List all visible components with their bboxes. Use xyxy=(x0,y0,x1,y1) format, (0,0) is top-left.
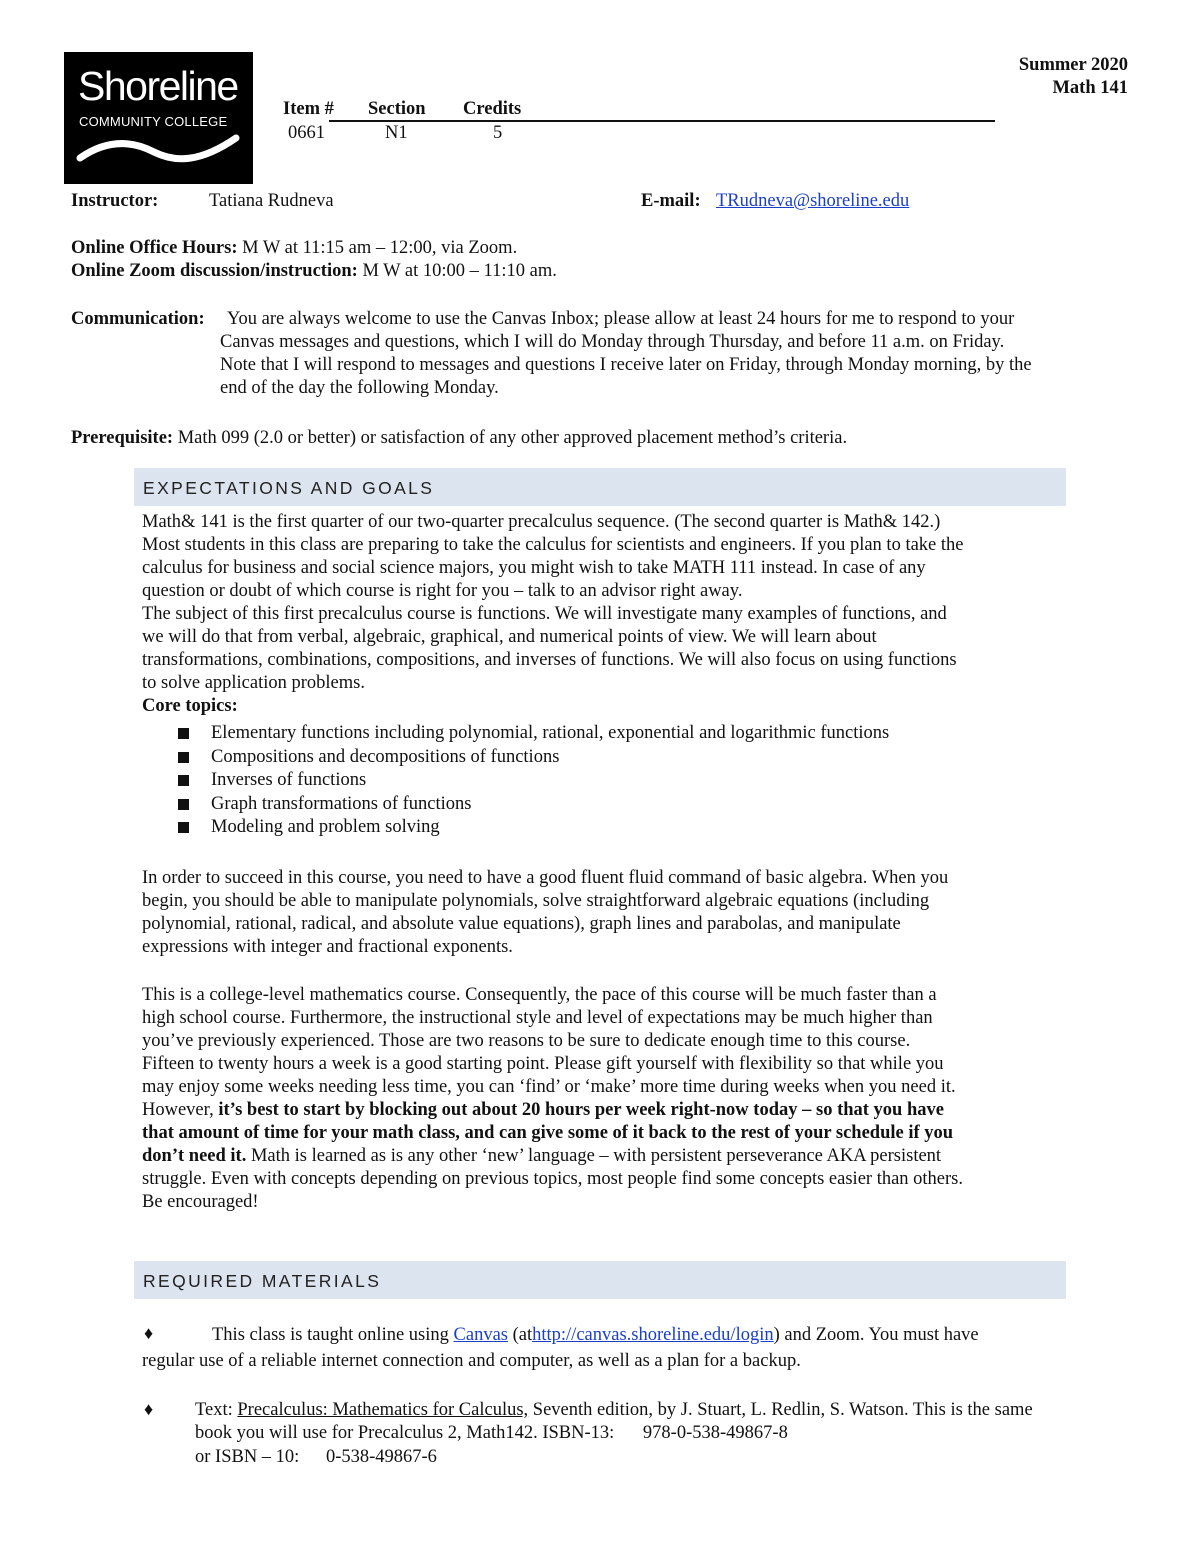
materials-text: Text: xyxy=(195,1400,233,1420)
table-rule xyxy=(329,120,995,122)
paragraph-line: Be encouraged! xyxy=(142,1192,259,1212)
credits-label: Credits xyxy=(463,99,522,119)
square-bullet-icon xyxy=(178,822,189,833)
materials-item-1-line-2: regular use of a reliable internet connection and computer, as well as a plan for a backup. xyxy=(142,1351,801,1371)
section-value: N1 xyxy=(385,123,408,143)
paragraph-line: This is a college-level mathematics course. Consequently, the pace of this course will be much faster than a xyxy=(142,985,937,1005)
paragraph-line: The subject of this first precalculus course is functions. We will investigate many examples of functions, and xyxy=(142,604,947,624)
expectations-paragraph-3 xyxy=(142,984,1062,1214)
email-link[interactable]: TRudneva@shoreline.edu xyxy=(716,191,910,211)
logo-name: Shoreline xyxy=(78,63,238,109)
instructor-label: Instructor: xyxy=(71,191,159,211)
materials-item-1 xyxy=(212,1324,979,1347)
office-hours-value: M W at 11:15 am – 12:00, via Zoom. xyxy=(242,238,518,258)
paragraph-line: begin, you should be able to manipulate polynomials, solve straightforward algebraic equations (including xyxy=(142,891,930,911)
materials-heading: REQUIRED MATERIALS xyxy=(143,1271,382,1291)
paragraph-line: question or doubt of which course is right for you – talk to an advisor right away. xyxy=(142,581,743,601)
expectations-heading: EXPECTATIONS AND GOALS xyxy=(143,478,435,498)
item-label: Item # xyxy=(283,99,334,119)
isbn-10-label: or ISBN – 10: xyxy=(195,1447,300,1467)
list-item-text: Modeling and problem solving xyxy=(211,817,440,837)
isbn-10 xyxy=(195,1446,437,1469)
however-text: However, xyxy=(142,1100,214,1120)
paragraph-line: Fifteen to twenty hours a week is a good starting point. Please gift yourself with flexibility so that while you xyxy=(142,1054,944,1074)
instructor-name: Tatiana Rudneva xyxy=(209,191,334,211)
term-info xyxy=(1019,54,1128,100)
office-hours xyxy=(71,237,517,260)
canvas-link[interactable]: Canvas xyxy=(453,1325,508,1345)
paragraph-line: we will do that from verbal, algebraic, graphical, and numerical points of view. We will learn about xyxy=(142,627,877,647)
expectations-paragraph-1 xyxy=(142,511,1062,718)
college-logo xyxy=(64,52,253,184)
isbn-13 xyxy=(195,1422,788,1445)
paragraph-line: may enjoy some weeks needing less time, you can ‘find’ or ‘make’ more time during weeks when you need it. xyxy=(142,1077,956,1097)
wave-icon xyxy=(76,130,241,166)
paragraph-line: Most students in this class are preparing to take the calculus for scientists and engineers. If you plan to take the xyxy=(142,535,964,555)
prerequisite-label: Prerequisite: xyxy=(71,428,174,448)
emphasis-text: don’t need it. xyxy=(142,1146,247,1166)
communication-label: Communication: xyxy=(71,309,205,329)
paragraph-line: to solve application problems. xyxy=(142,673,365,693)
materials-text: ) and Zoom. You must have xyxy=(773,1325,979,1345)
square-bullet-icon xyxy=(178,775,189,786)
list-item-text: Graph transformations of functions xyxy=(211,793,472,814)
core-topics-label: Core topics: xyxy=(142,696,238,716)
paragraph-line: high school course. Furthermore, the instructional style and level of expectations may be much higher than xyxy=(142,1008,933,1028)
isbn-10-value: 0-538-49867-6 xyxy=(325,1447,437,1467)
list-item-text: Compositions and decompositions of functions xyxy=(211,746,560,767)
square-bullet-icon xyxy=(178,799,189,810)
prerequisite-value: Math 099 (2.0 or better) or satisfaction of any other approved placement method’s criteria. xyxy=(177,428,848,448)
emphasis-text: it’s best to start by blocking out about 20 hours per week right-now today – so that you have xyxy=(218,1100,944,1120)
section-label: Section xyxy=(368,99,426,119)
paragraph-line: expressions with integer and fractional exponents. xyxy=(142,937,513,957)
square-bullet-icon xyxy=(178,728,189,739)
zoom-value: M W at 10:00 – 11:10 am. xyxy=(362,261,557,281)
communication-line-4: end of the day the following Monday. xyxy=(220,378,499,398)
credits-value: 5 xyxy=(493,123,503,143)
paragraph-line: calculus for business and social science majors, you might wish to take MATH 111 instead. In case of any xyxy=(142,558,926,578)
zoom-label: Online Zoom discussion/instruction: xyxy=(71,261,358,281)
materials-item-2 xyxy=(195,1399,1033,1422)
paragraph-line: Math& 141 is the first quarter of our two-quarter precalculus sequence. (The second quarter is Math& 142.) xyxy=(142,512,941,532)
paragraph-line: transformations, combinations, compositions, and inverses of functions. We will also focus on using functions xyxy=(142,650,957,670)
list-item-text: Elementary functions including polynomial, rational, exponential and logarithmic functions xyxy=(211,723,890,743)
isbn-13-value: 978-0-538-49867-8 xyxy=(642,1423,788,1443)
emphasis-text: that amount of time for your math class, and can give some of it back to the rest of your schedule if you xyxy=(142,1123,954,1143)
materials-text: Seventh edition, by J. Stuart, L. Redlin, S. Watson. This is the same xyxy=(532,1400,1033,1420)
course-info-table xyxy=(283,98,995,142)
communication-line-1: You are always welcome to use the Canvas Inbox; please allow at least 24 hours for me to respond to your xyxy=(227,309,1015,329)
office-hours-label: Online Office Hours: xyxy=(71,238,238,258)
paragraph-line: you’ve previously experienced. Those are two reasons to be sure to dedicate enough time to this course. xyxy=(142,1031,911,1051)
communication-line-2: Canvas messages and questions, which I will do Monday through Thursday, and before 11 a.m. on Friday. xyxy=(220,332,1005,352)
isbn-13-label: book you will use for Precalculus 2, Math142. ISBN-13: xyxy=(195,1423,615,1443)
communication-text xyxy=(220,331,1130,400)
section-header-expectations xyxy=(134,468,1066,506)
paragraph-line xyxy=(142,1145,1062,1168)
prerequisite xyxy=(71,427,847,450)
materials-text: This class is taught online using xyxy=(212,1325,449,1345)
paragraph-line xyxy=(142,1099,1062,1122)
term-quarter: Summer 2020 xyxy=(1018,55,1128,75)
paragraph-line: struggle. Even with concepts depending on previous topics, most people find some concepts easier than others. xyxy=(142,1169,964,1189)
diamond-bullet-icon: ♦ xyxy=(144,1323,154,1343)
communication-line-3: Note that I will respond to messages and questions I receive later on Friday, through Monday morning, by the xyxy=(220,355,1032,375)
item-value: 0661 xyxy=(288,123,325,143)
square-bullet-icon xyxy=(178,752,189,763)
expectations-paragraph-2 xyxy=(142,867,1062,959)
logo-subtitle: COMMUNITY COLLEGE xyxy=(79,114,228,129)
zoom-hours xyxy=(71,260,557,283)
section-header-materials xyxy=(134,1261,1066,1299)
paragraph-line: polynomial, rational, radical, and absolute value equations), graph lines and parabolas, and manipulate xyxy=(142,914,901,934)
paragraph-line: In order to succeed in this course, you need to have a good fluent fluid command of basic algebra. When you xyxy=(142,868,949,888)
textbook-title: Precalculus: Mathematics for Calculus, xyxy=(237,1400,529,1420)
list-item-text: Inverses of functions xyxy=(211,770,367,790)
paragraph-text: Math is learned as is any other ‘new’ language – with persistent perseverance AKA persistent xyxy=(250,1146,942,1166)
email-label: E-mail: xyxy=(641,191,701,211)
term-course: Math 141 xyxy=(1052,78,1128,98)
canvas-url-link[interactable]: http://canvas.shoreline.edu/login xyxy=(532,1325,774,1345)
materials-text: (at xyxy=(512,1325,533,1345)
diamond-bullet-icon: ♦ xyxy=(144,1399,154,1419)
